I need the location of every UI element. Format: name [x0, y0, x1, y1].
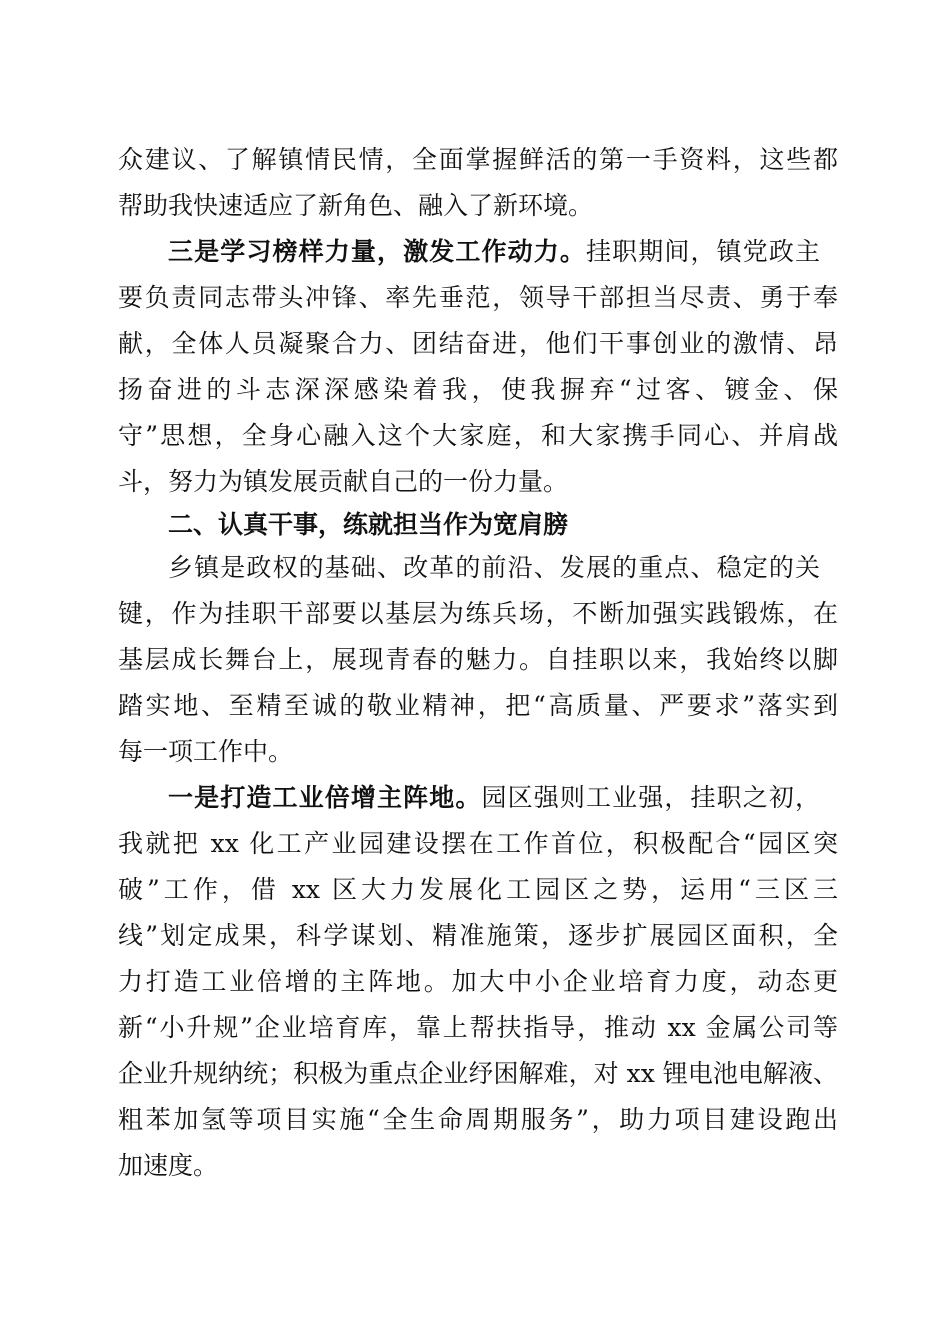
paragraph-lead-rest: 园区强则工业强，挂职之初， — [481, 783, 820, 812]
paragraph-line: 线”划定成果，科学谋划、精准施策，逐步扩展园区面积，全 — [118, 921, 838, 950]
paragraph-lead-rest: 挂职期间，镇党政主 — [585, 237, 820, 266]
paragraph-line: 要负责同志带头冲锋、率先垂范，领导干部担当尽责、勇于奉 — [118, 283, 838, 312]
paragraph-line: 扬奋进的斗志深深感染着我，使我摒弃“过客、镀金、保 — [118, 375, 838, 404]
paragraph-line: 帮助我快速适应了新角色、融入了新环境。 — [118, 191, 594, 220]
paragraph-first-line: 乡镇是政权的基础、改革的前沿、发展的重点、稳定的关 — [168, 553, 820, 582]
paragraph-line: 新“小升规”企业培育库，靠上帮扶指导，推动 xx 金属公司等 — [118, 1013, 838, 1042]
paragraph-line: 献，全体人员凝聚合力、团结奋进，他们干事创业的激情、昂 — [118, 329, 838, 358]
paragraph-line: 众建议、了解镇情民情，全面掌握鲜活的第一手资料，这些都 — [118, 145, 838, 174]
paragraph-line: 我就把 xx 化工产业园建设摆在工作首位，积极配合“园区突 — [118, 829, 838, 858]
paragraph-line: 企业升规纳统；积极为重点企业纾困解难，对 xx 锂电池电解液、 — [118, 1059, 838, 1088]
paragraph-line: 破”工作，借 xx 区大力发展化工园区之势，运用“三区三 — [118, 875, 838, 904]
paragraph-line: 每一项工作中。 — [118, 737, 294, 766]
paragraph-lead-bold: 三是学习榜样力量，激发工作动力。 — [168, 237, 586, 266]
section-heading: 二、认真干事，练就担当作为宽肩膀 — [168, 510, 569, 539]
paragraph-line: 斗，努力为镇发展贡献自己的一份力量。 — [118, 467, 569, 496]
paragraph-first-line — [168, 775, 820, 821]
paragraph-line: 加速度。 — [118, 1151, 219, 1180]
paragraph-line: 力打造工业倍增的主阵地。加大中小企业培育力度，动态更 — [118, 967, 838, 996]
paragraph-line: 踏实地、至精至诚的敬业精神，把“高质量、严要求”落实到 — [118, 691, 838, 720]
paragraph-first-line — [168, 229, 820, 275]
paragraph-line: 粗苯加氢等项目实施“全生命周期服务”，助力项目建设跑出 — [118, 1105, 838, 1134]
paragraph-lead-bold: 一是打造工业倍增主阵地。 — [168, 783, 482, 812]
paragraph-line: 基层成长舞台上，展现青春的魅力。自挂职以来，我始终以脚 — [118, 645, 838, 674]
paragraph-line: 键，作为挂职干部要以基层为练兵场，不断加强实践锻炼，在 — [118, 599, 838, 628]
paragraph-line: 守”思想，全身心融入这个大家庭，和大家携手同心、并肩战 — [118, 421, 838, 450]
